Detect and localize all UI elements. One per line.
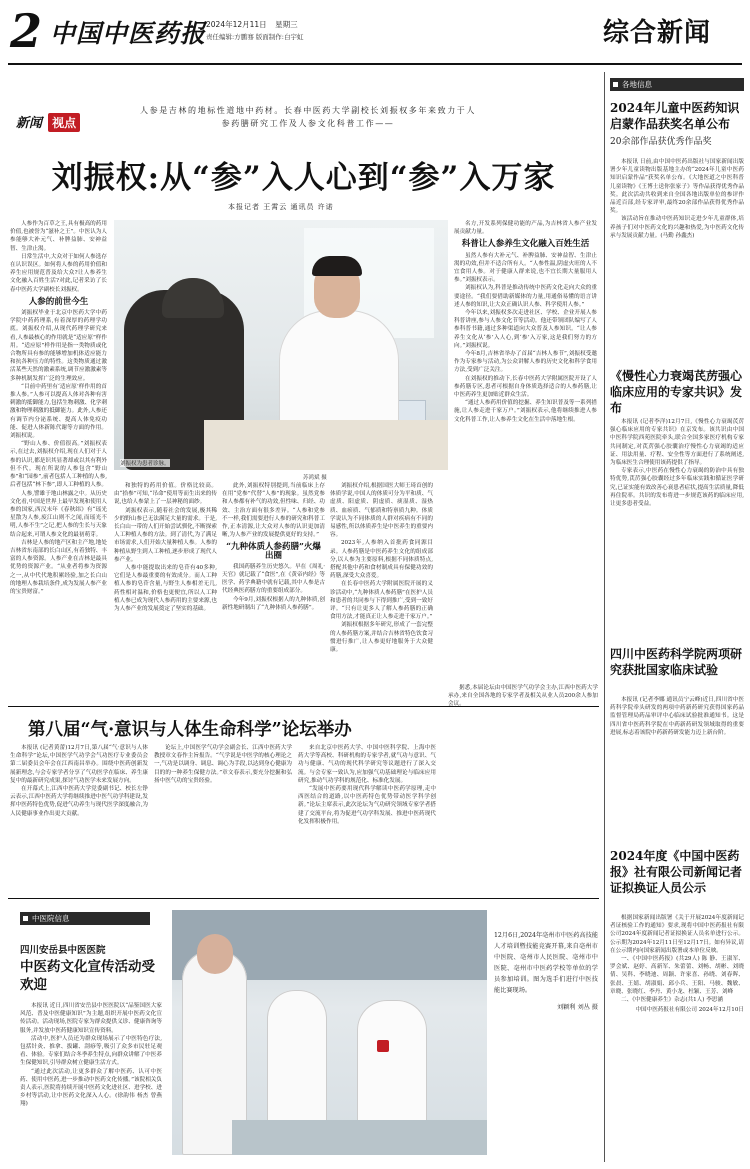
hospital-article — [8, 906, 599, 1161]
brief-2-body — [610, 418, 744, 630]
byline: 本报记者 王霄云 通讯员 许诺 — [228, 203, 334, 211]
lead-photo — [114, 220, 448, 470]
paragraph: 在刘振权的推动下,长春中医药大学附属医院开设了人参药膳专区,患者可根据自身体质选择适合的人参药膳,让中医药养生更加贴近群众生活。 — [454, 375, 597, 399]
paragraph: 2023年,人参纳入首批药食同源目录。人参药膳是中医药养生文化的组成部分,以人参为主要原料,根据不同体质特点,搭配其他中药和食材制成具有保健功效的药膳,深受大众喜爱。 — [330, 540, 433, 580]
paragraph: 刘振权认为,科普是推动传统中医药文化走向大众的重要途径。“我们要借助新媒体的力量,用通俗易懂的语言讲述人参的知识,让大众正确认识人参、科学使用人参。” — [454, 285, 597, 308]
paragraph: 刘振权根据多年研究,形成了一套完整的人参药膳方案,并结合吉林省特色饮食习惯进行推广,让人参更好地服务于大众健康。 — [330, 622, 433, 654]
paragraph: 今年8月,吉林省举办了首届“吉林人参节”,刘振权受邀作为专家参与活动,为公众讲解人参的历史文化和科学食用方法,受到广泛关注。 — [454, 351, 597, 374]
patient-cap — [162, 278, 224, 318]
paragraph: 一、《中国中医药报》(共29人) 陈 静、王淑军、罗会斌、赵婷、高新军、朱蕾蕾、刘畅、胡彬、刘晓倩、吴科、李晓迪、周颖、许家喜、孙晓、刘春晖、张晨、王婧、胡淑娟、邱小兵、王阳、马骏、魏敏、章晓、张晓红、李丹、黄小龙、杜颖、王芳、刘峰 — [610, 956, 744, 995]
paragraph: 在开幕式上,江西中医药大学党委副书记、校长左铮云表示,江西中医药大学将继续推进中医气功学科建设,发挥中医药特色优势,促进气功养生与现代医学深度融合,为人民健康事业作出更大贡献。 — [10, 786, 148, 817]
masthead — [0, 0, 750, 66]
column-tag-news: 新闻 — [16, 116, 43, 131]
right-column-divider — [604, 72, 605, 1162]
headline: 刘振权:从“参”入人心到“参”入万家 — [51, 160, 556, 196]
lead-column-3 — [222, 482, 325, 700]
paragraph: 和独特的药用价值。价格比较高。由“拾参”可知,“吊命”使用等而生出来的传说,也给人参蒙上了一层神秘的面纱。 — [114, 483, 217, 506]
forum-column-2 — [154, 744, 292, 890]
paragraph: 本报讯 近日,四川省安岳县中医医院以“品鉴国医大家风范、普及中医健康知识”为主题,组织开展中医药文化宣传活动。活动现场,医院专家为群众提供义诊、健康咨询等服务,并发放中医药健康知识宣传资料。 — [20, 1003, 162, 1034]
paragraph: 在长春中医药大学附属医院开展的义诊活动中,“九种体质人参药膳”在医护人员和患者的共同参与下得到推广,受到一致好评。“只有让更多人了解人参药膳的正确食用方法,才能真正让人参走进千家万户。” — [330, 581, 433, 621]
paragraph: 今年以来,刘振权多次走进社区、学校、企业开展人参科普讲座,参与人参文化节等活动。他还带领团队编写了人参科普书籍,通过多种渠道向大众普及人参知识。“让人参养生文化从‘参’入人心,到‘参’入万家,这是我们努力的方向。”刘振权说。 — [454, 310, 597, 349]
paragraph: 本报讯 (记者黄蕾)12月7日,第八届“气·意识与人体生命科学”论坛,中国医学气功学会气功医疗专业委员会第二届委员会年会在江西南昌举办。围绕中医药创新发展新理念,与会专家学者分享了气功医学在临床、养生康复中的最新研究成果,探讨气功医学未来发展方向。 — [10, 745, 148, 784]
masthead-rule — [8, 63, 742, 65]
forum-column-4 — [448, 684, 598, 890]
paragraph: 论坛上,中国医学气功学会副会长、江西中医药大学教授章文春作主旨报告。“气学说是中医学的核心理论之一,气功是以调身、调息、调心为手段,以达到身心健康为目的的一种养生保健方法。”章文春表示,要充分挖掘和弘扬中医气功的宝贵经验。 — [154, 745, 292, 784]
nurse-middle — [267, 990, 327, 1140]
paragraph: 来自北京中医药大学、中国中医科学院、上海中医药大学等高校、科研机构的专家学者,就气功与意识、气功与健康、气功的现代科学研究等议题进行了深入交流。与会专家一致认为,应加强气功基础理论与临床应用研究,推动气功学科的规范化、标准化发展。 — [298, 745, 436, 784]
section-title: 综合新闻 — [603, 18, 712, 48]
paragraph: 人参,譬雄于地山林露之中。从历史文化看,中国是世界上最早发现和使用人参的国家,西汉末年《春秋纬》有“瑶光星散为人参,废江山则不之闻,而瑶光不明,人参不生”之记,把人参的生长与天象结合起来,可谓人参文化的最初萌芽。 — [10, 490, 107, 538]
hospital-tag — [20, 912, 150, 925]
editor-line: 责任编辑:方鹏骞 版面制作:白宇虹 — [206, 33, 304, 41]
brief-tag — [610, 78, 744, 91]
lead-column-5 — [454, 220, 597, 700]
forum-column-3 — [298, 744, 436, 890]
photo-caption: 刘振权为患者诊脉。 — [120, 461, 170, 467]
paragraph: 吉林是人参的地产区和主产地,地处吉林省东南部的长白山区,有着独特、丰富的人参资源。人参产业在吉林是最具优势的资源产业。“从业者将参为资源之一,从中代代地积累经验,加之长白山的地理人参栽培条件,成为发展人参产业的宝贵财富。” — [10, 539, 107, 595]
photo-credit: 苏鸿斌 摄 — [303, 475, 327, 481]
brief-2-headline: 《慢性心力衰竭芪苈强心临床应用的专家共识》发布 — [610, 369, 743, 415]
lead-column-4 — [330, 482, 433, 700]
brief-4-body — [610, 914, 744, 1159]
photo-caption-credit: 刘颖利 刘丛 摄 — [556, 1004, 598, 1011]
paragraph: 人参作为百草之王,具有极高的药用价值,也被誉为“滋补之王”。中医认为人参能够大补元气、补脾益肺、安神益智、生津止渴。 — [10, 221, 107, 252]
paragraph: “发展中医药要用现代科学解读中医药学原理,走中西医结合的道路,以中医药特色优势带动医学科学创新。”论坛主席表示,此次论坛为气功研究领域专家学者搭建了交流平台,将为促进气功学科发展、推进中医药现代化发挥积极作用。 — [298, 786, 436, 825]
training-photo — [172, 910, 487, 1155]
paper-name: 中国中医药报 — [50, 19, 207, 48]
brief-1-subhead: 20余部作品获优秀作品奖 — [610, 137, 712, 147]
paragraph: 刘振权介绍,根据国医大师王琦首创的体质学说,中国人的体质可分为平和质、气虚质、阳虚质、阴虚质、痰湿质、湿热质、血瘀质、气郁质和特禀质九种。体质学说认为不同体质的人群对疾病有不同的易感性,所以体质养生是中医养生的重要内容。 — [330, 483, 433, 539]
paragraph: 据悉,本届论坛由中国医学气功学会主办,江西中医药大学承办,来自全国各地的专家学者及相关从业人员200余人参加会议。 — [448, 685, 598, 708]
paragraph: 刘振权毕业于北京中医药大学中药学院中药药理系,有着深厚的药理学功底。刘振权介绍,从现代药理学研究来看,人参最核心的作用就是“适应原”样作用。“适应原”样作用是指一类物质或化合物所具有参的能够增加机体适应能力和抗各种压力的特性。这类物质通过激活某些天然的激素系统,调节应激激素等多种机制发挥广泛的生理效应。 — [10, 310, 107, 382]
lead-column-1 — [10, 220, 107, 700]
hospital-headline: 中医药文化宣传活动受欢迎 — [20, 959, 155, 993]
brief-1-headline: 2024年儿童中医药知识启蒙作品获奖名单公布 — [610, 101, 740, 131]
paragraph: “目前中药里有‘适应原’样作用的首推人参。”人参可以提高人体对各种有害刺激的抵御能力,包括生物刺激、化学刺激和物理刺激的抵御能力。此外,人参还有调节内分泌系统、提高人体免疫功能、促进人体新陈代谢等方面的作用。刘振权说。 — [10, 383, 107, 440]
photo-caption: 12月6日,2024年亳州市中医药高技能人才培训暨技能竞赛开幕,来自亳州市中医院、亳州市人民医院、亳州市中医院、亳州市中医药学校等单位的学员参加培训。图为选手们进行中医技能比赛现场。 — [494, 932, 598, 994]
lead-article — [8, 74, 599, 700]
brief-3-body — [610, 696, 744, 836]
paragraph: 今年9月,刘振权根据人的九种体质,创新性地研制出了“九种体质人参药膳”。 — [222, 596, 325, 611]
column-tag-viewpoint: 视点 — [48, 113, 80, 132]
paragraph: 我国药膳养生历史悠久。早在《周礼·天官》就记载了“食医”,在《黄帝内经》等医学、药学典籍中就有记载,其中人参是古代经典医药膳方的重要组成部分。 — [222, 563, 325, 595]
paragraph: 本报讯 日前,由中国中医药出版社与国家新闻出版署少年儿童读物出版基地主办的“2024年儿童中医药知识启蒙作品”获奖名单公布。《大地医道之中医科普儿童读物》《王博士送你张家子》等作品获得优秀作品奖。此次活动共收到来自全国各地出版单位的参评作品近百部,经专家评审,最终20余部作品获得优秀作品奖。 — [610, 159, 744, 215]
paragraph: 日常生活中,大众对于如何人参选存在认识误区。如何将人参的药用价值和养生应用规范普及给大众?让人参养生文化融入百姓生活?对此,记者采访了长春中医药大学副校长刘振权。 — [10, 253, 107, 293]
paragraph: 根据国家新闻出版署《关于开展2024年度新闻记者证核验工作的通知》要求,现将中国中医药报社有限公司2024年度新闻记者证拟换证人员名单进行公示。公示期为2024年12月11日至12月17日。如有异议,请在公示期内向国家新闻出版署或本单位反映。 — [610, 915, 744, 954]
paragraph: 名方,开发系列保健功能的产品,为吉林省人参产业发展贡献力量。 — [454, 221, 597, 236]
paragraph: “野山人参、价值很高。”刘振权表示,在过去,刘振权介绍,现在人们对于人参的认识,都是识其显著却或以其有利外但不代。现在所说的人参包含“野山参”和“园参”,前者包括人工种植的人参,后者包括“林下参”,即人工种植的人参。 — [10, 441, 107, 489]
paragraph: “通过人参药用价值的挖掘、养生知识普及等一系列措施,让人参走进千家万户。”刘振权表示,他将继续推进人参文化科普工作,让人参养生文化在生活中落地生根。 — [454, 400, 597, 423]
paragraph: 此外,刘振权特别提到,当前临床上存在用“党参”代替“人参”的现象。虽然党参和人参都有补气的功效,但性味、归经、功效、主治方面有很多差异。“人参和党参不一样,我们需要进行人参的研究和科普工作,正本清源,让大众对人参的认识更加清晰,为人参产业的发展提供更好的支持。” — [222, 483, 325, 539]
hospital-tag-label: 中医院信息 — [32, 914, 70, 923]
square-icon — [613, 82, 618, 87]
square-icon — [23, 916, 28, 921]
notice-signature: 中国中医药报社有限公司 2024年12月10日 — [635, 1007, 744, 1014]
brief-3-headline: 四川中医药科学院两项研究获批国家临床试验 — [610, 647, 743, 677]
doctor-hair — [312, 256, 362, 276]
kicker: 人参是吉林的地标性道地中药材。长春中医药大学副校长刘振权多年来致力于人参药膳研究工作及人参文化科普工作—— — [140, 106, 476, 128]
briefs-column — [610, 78, 744, 1163]
subhead: 人参的前世今生 — [28, 296, 89, 307]
lead-column-2 — [114, 482, 217, 700]
treatment-bed — [232, 1120, 487, 1155]
paragraph: 本报讯 (记者李洋)12月7日,《慢性心力衰竭芪苈强心临床应用的专家共识》在京发布。该共识由中国中医科学院西苑医院牵头,联合全国多家医疗机构专家共同制定,对芪苈强心胶囊治疗慢性心力衰竭的适应证、用法用量、疗程、安全性等方面进行了系统阐述,为临床医生合理使用该药提供了指导。 — [610, 419, 744, 467]
issue-date — [206, 19, 298, 30]
date: 2024年12月11日 — [206, 20, 267, 29]
hospital-kicker: 四川安岳县中医医院 — [20, 945, 106, 956]
forum-article — [8, 685, 599, 890]
page-number: 2 — [10, 4, 43, 58]
forum-column-1 — [10, 744, 148, 890]
paragraph: 虽然人参有大补元气、补脾益肺、安神益智、生津止渴的功效,但并不适合所有人。“人参性温,阴虚火旺的人不宜食用人参。对于健康人群来说,也不宜长期大量服用人参。”刘振权表示。 — [454, 252, 597, 284]
paragraph: “通过此次活动,让更多群众了解中医药、认可中医药、使用中医药,进一步推动中医药文化传播。”该院相关负责人表示,医院将持续开展中医药文化进社区、进学校、进乡村等活动,让中医药文化深入人心。(徐韵伟 杨杰 曾燕翔) — [20, 1068, 162, 1108]
brief-tag-label: 各地信息 — [622, 80, 652, 89]
hospital-body — [20, 1002, 162, 1160]
paragraph: 该活动旨在推动中医药知识走进少年儿童群体,培养孩子们对中医药文化的兴趣和热爱,为中医药文化传承与发展贡献力量。(马勤 孙鑫杰) — [610, 216, 744, 239]
column-tag — [16, 112, 80, 130]
subhead: 科普让人参养生文化融入百姓生活 — [461, 239, 590, 250]
paragraph: 活动中,医护人员还为群众现场展示了中医特色疗法,包括针灸、推拿、拔罐、刮痧等,吸引了众多市民驻足观看、体验。专家们结合冬季养生特点,向群众讲解了中医养生保健知识,引导群众树立健康生活方式。 — [20, 1035, 162, 1067]
paragraph: 专家表示,中医药在慢性心力衰竭的防治中具有独特优势,芪苈强心胶囊经过多年临床实践和循证医学研究,已证实能有效改善心衰患者症状,提高生活质量,降低再住院率。共识的发布将进一步规范该药的临床应用,让更多患者受益。 — [610, 468, 744, 508]
brief-4-headline: 2024年度《中国中医药报》社有限公司新闻记者证拟换证人员公示 — [610, 849, 743, 895]
paragraph: 二、《中医健康养生》杂志(共1人) 李思涵 — [621, 997, 723, 1004]
nurse-left-head — [197, 934, 233, 974]
brief-1-body — [610, 158, 744, 356]
weekday: 星期三 — [275, 20, 298, 29]
paragraph: 刘振权表示,随着社会的发展,极其稀少的野山参已无法满足大量的需求。于是,长白山一带的人们开始尝试驯化,不断探索人工种植人参的方法。到了清代,为了满足市场需求,人们开始大量种植人参。人参的种植从野生到人工种植,逐步形成了现代人参产业。 — [114, 507, 217, 563]
forum-bottom-rule — [8, 898, 599, 899]
red-badge — [377, 1040, 389, 1052]
paragraph: 本报讯 (记者李娜 通讯员宁云峰)近日,四川省中医药科学院牵头研发的两项中药新药研究获得国家药品监督管理局药品审评中心临床试验批准通知书。这是四川省中医药科学院在中药新药研发领域取得的重要进展,标志着该院中药新药研发能力迈上新台阶。 — [610, 697, 744, 736]
subhead: “九种体质人参药膳”火爆出圈 — [226, 542, 321, 561]
desk — [204, 420, 448, 470]
paragraph: 人参中能提取出来的皂苷有40多种,它们是人参最重要的有效成分。而人工种植人参的皂苷含量,与野生人参相差无几,药性相对温和,价格也更便宜,所以人工种植人参已成为现代人参药用的主要来源,也为人参产业的发展奠定了坚实的基础。 — [114, 565, 217, 613]
photo-caption-block — [494, 930, 598, 1160]
forum-headline: 第八届“气·意识与人体生命科学”论坛举办 — [28, 720, 352, 740]
